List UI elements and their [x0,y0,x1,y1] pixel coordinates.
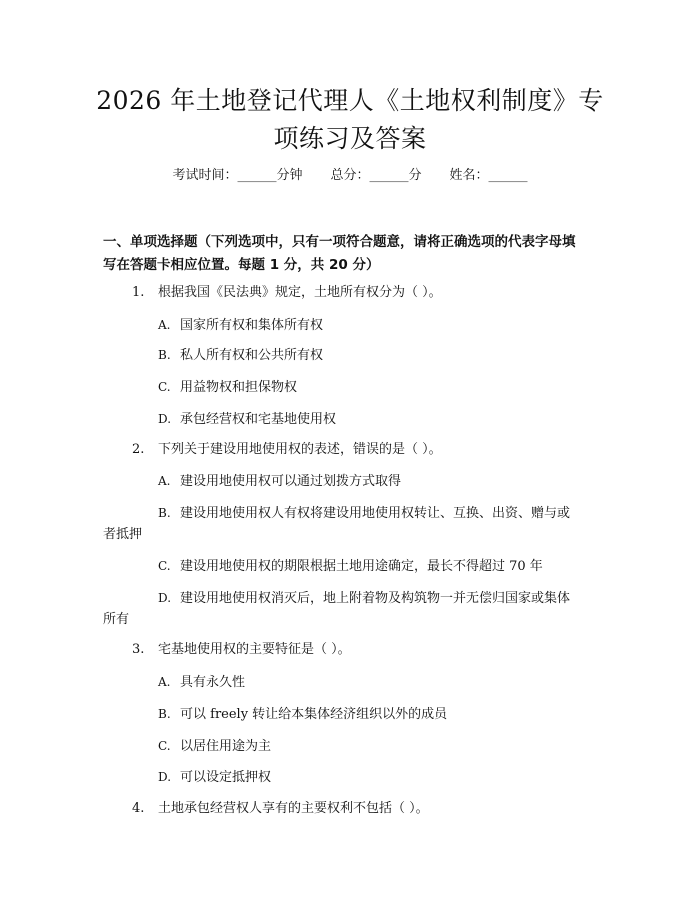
question-number: 4. [132,801,145,816]
option-text: 建设用地使用权可以通过划拨方式取得 [180,474,402,489]
question-1-option-d [158,409,336,430]
exam-meta [0,166,700,186]
question-number: 2. [132,442,145,457]
question-text: 根据我国《民法典》规定，土地所有权分为（ ）。 [158,285,442,300]
total-score-field: 总分：______分 [330,168,422,183]
option-text: 私人所有权和公共所有权 [180,348,324,363]
question-text: 下列关于建设用地使用权的表述，错误的是（ ）。 [158,442,442,457]
document-title-line-2: 项练习及答案 [273,124,427,153]
document-title-line-1: 2026 年土地登记代理人《土地权利制度》专 [96,86,604,115]
question-2-option-a [158,471,401,492]
question-1 [132,283,442,303]
option-text: 建设用地使用权消灭后，地上附着物及构筑物一并无偿归国家或集体 [180,591,571,606]
question-2 [132,440,442,460]
section-heading-line-1: 一、单项选择题（下列选项中，只有一项符合题意，请将正确选项的代表字母填 [103,234,576,250]
question-1-option-a [158,315,323,336]
question-1-option-b [158,345,323,366]
option-letter: B. [158,348,171,362]
option-letter: B. [158,506,171,520]
question-number: 1. [132,285,145,300]
option-letter: C. [158,739,171,753]
option-letter: C. [158,380,171,394]
option-text: 承包经营权和宅基地使用权 [180,412,337,427]
question-2-option-d [158,588,570,609]
option-text: 建设用地使用权人有权将建设用地使用权转让、互换、出资、赠与或 [180,506,571,521]
exam-time-field: 考试时间：______分钟 [172,168,303,183]
section-heading-line-2: 写在答题卡相应位置。每题 1 分，共 20 分） [103,257,380,273]
option-letter: C. [158,559,171,573]
option-text: 建设用地使用权的期限根据土地用途确定，最长不得超过 70 年 [180,559,543,574]
question-2-option-c [158,556,543,577]
question-4 [132,799,429,819]
question-3-option-c [158,736,271,757]
option-text: 可以设定抵押权 [180,770,272,785]
question-1-option-c [158,377,297,398]
question-3-option-a [158,672,245,693]
option-text: 可以 freely 转让给本集体经济组织以外的成员 [180,707,448,722]
option-letter: D. [158,770,172,784]
question-text: 宅基地使用权的主要特征是（ ）。 [158,642,351,657]
option-text: 以居住用途为主 [180,739,272,754]
student-name-field: 姓名：______ [449,168,528,183]
option-letter: D. [158,412,172,426]
question-3-option-d [158,767,271,788]
question-2-option-b-continuation: 者抵押 [103,527,143,542]
question-3 [132,640,351,660]
question-3-option-b [158,704,447,725]
question-2-option-b [158,503,570,524]
option-letter: A. [158,474,171,488]
question-2-option-d-continuation: 所有 [103,612,130,627]
option-letter: A. [158,318,171,332]
option-letter: D. [158,591,172,605]
question-number: 3. [132,642,145,657]
option-text: 用益物权和担保物权 [180,380,298,395]
option-letter: A. [158,675,171,689]
option-text: 具有永久性 [180,675,246,690]
question-text: 土地承包经营权人享有的主要权利不包括（ ）。 [158,801,429,816]
option-text: 国家所有权和集体所有权 [180,318,324,333]
option-letter: B. [158,707,171,721]
